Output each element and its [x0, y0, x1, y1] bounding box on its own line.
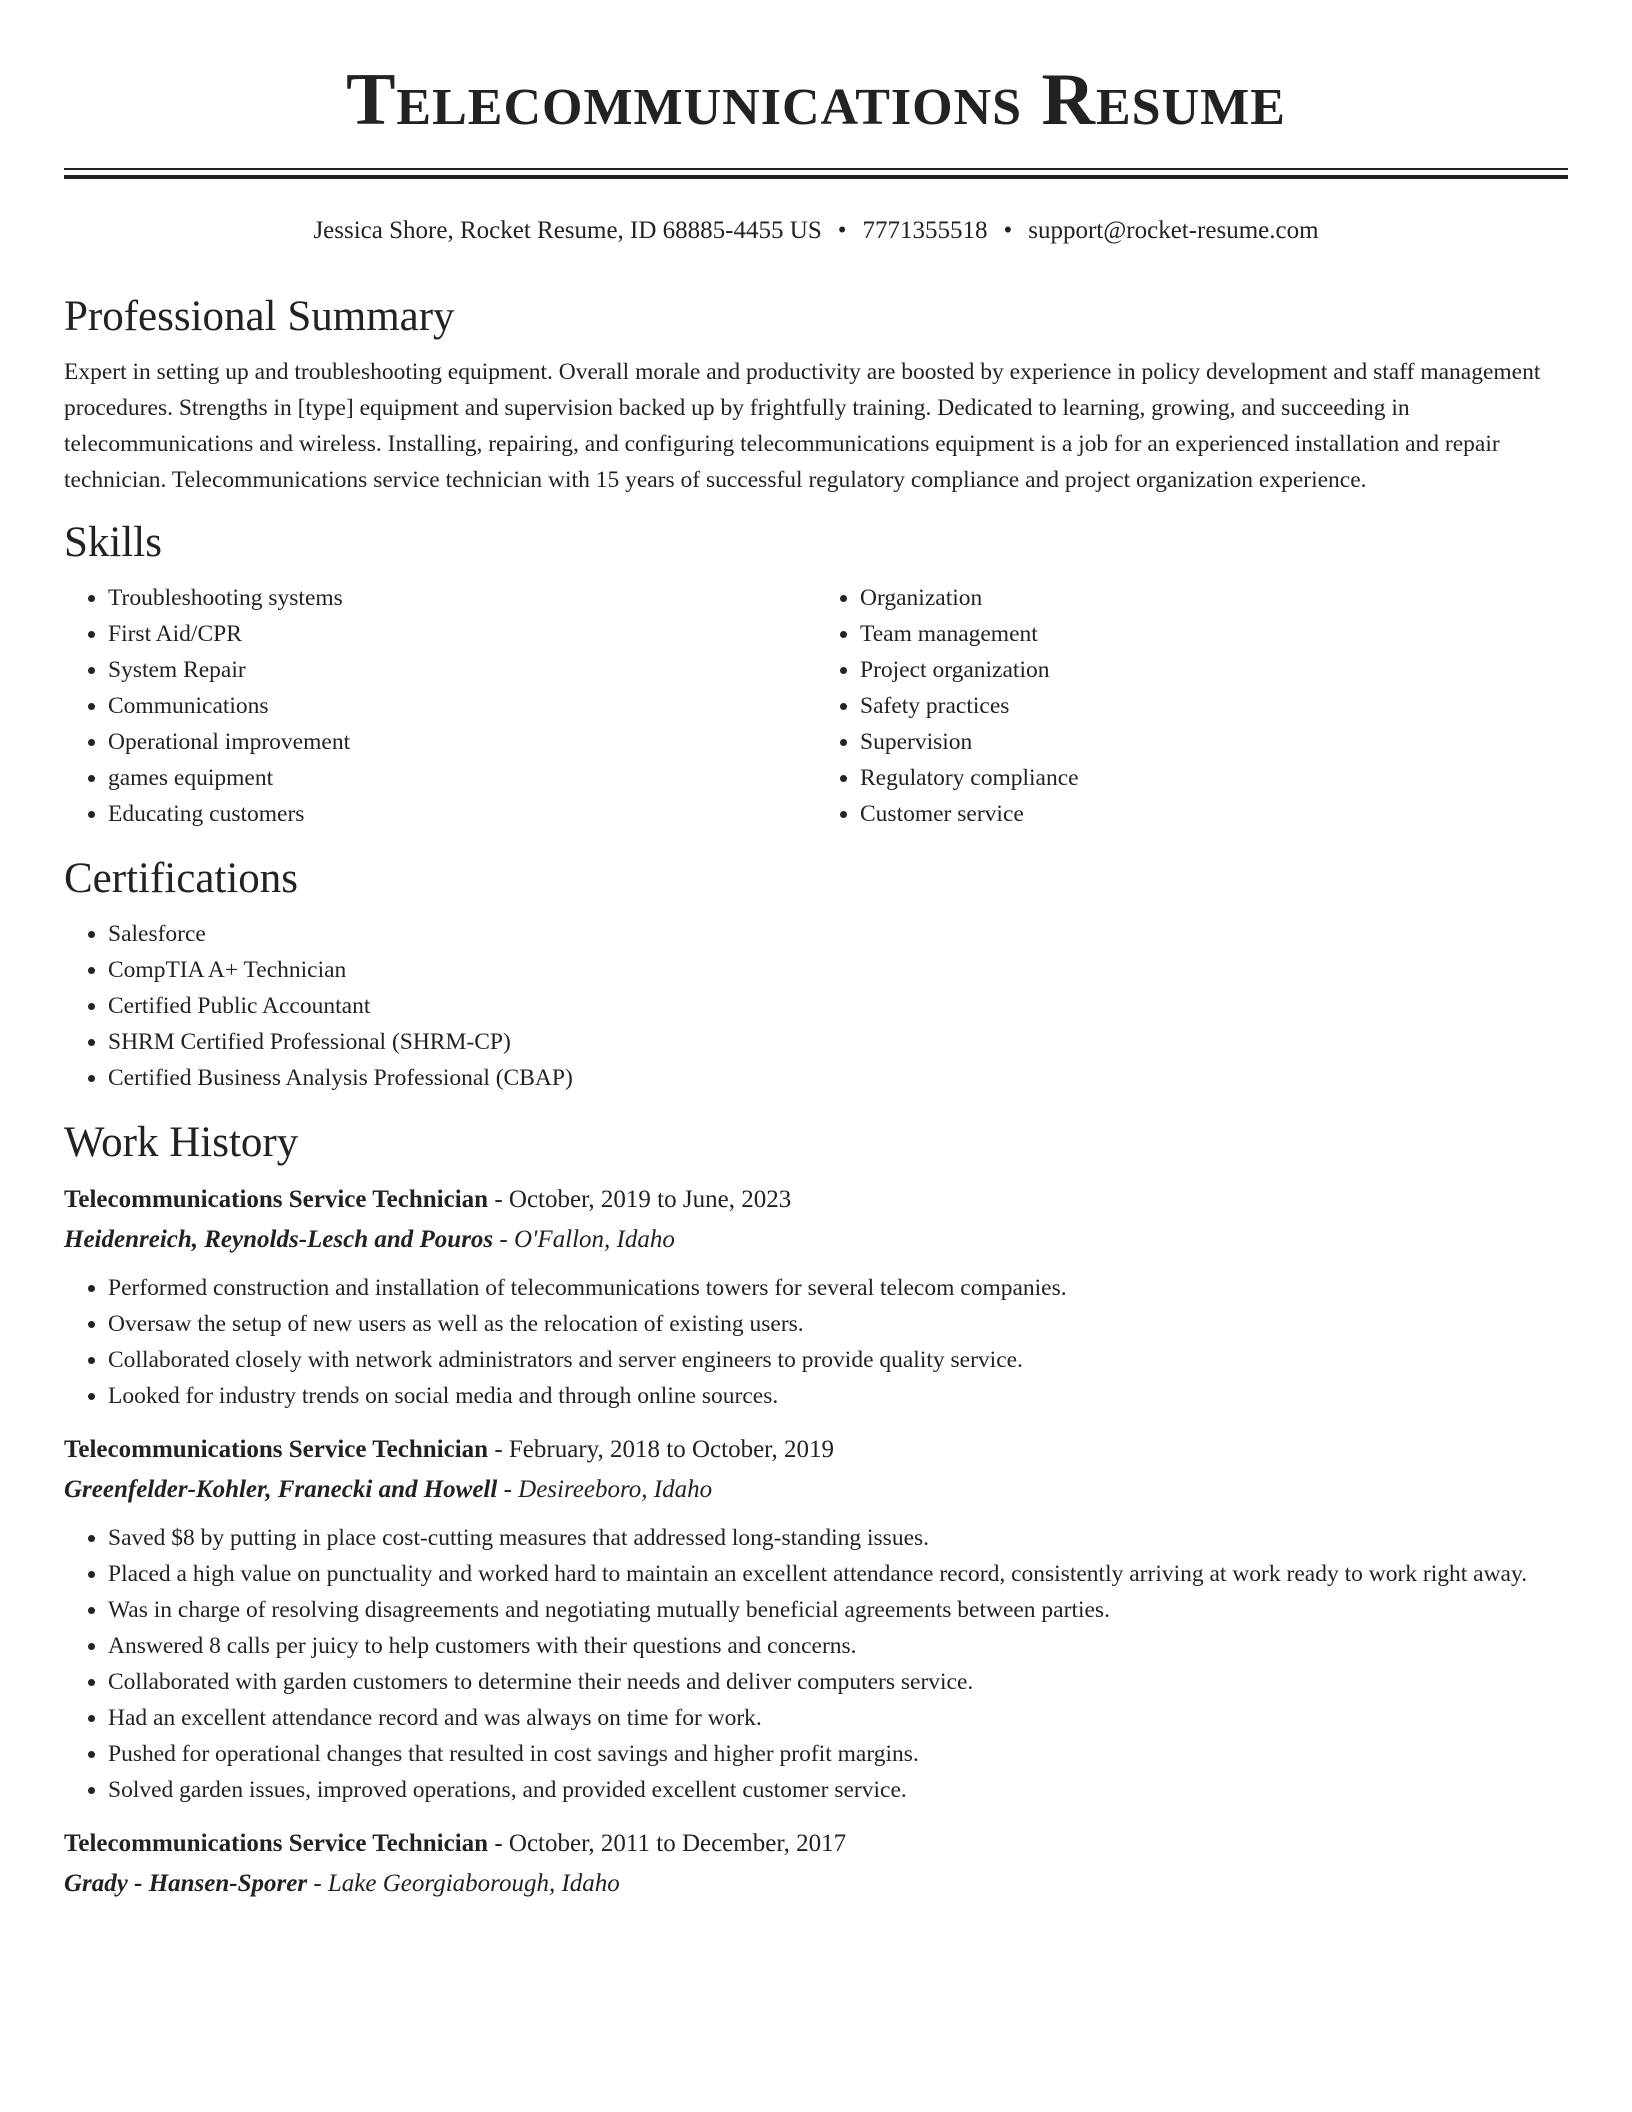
job-title: Telecommunications Service Technician — [64, 1436, 489, 1463]
title-divider-thick — [64, 175, 1568, 179]
contact-separator: • — [1003, 217, 1013, 244]
certification-item: • Salesforce — [108, 916, 1568, 952]
job-header — [64, 1180, 1568, 1220]
skill-item: • Supervision — [860, 724, 1568, 760]
skill-item: • games equipment — [108, 760, 816, 796]
certification-item: • CompTIA A+ Technician — [108, 952, 1568, 988]
job-dates: - October, 2011 to December, 2017 — [488, 1830, 847, 1857]
skill-item: • Project organization — [860, 652, 1568, 688]
job-bullet: • Was in charge of resolving disagreements and negotiating mutually beneficial agreements between parties. — [108, 1592, 1568, 1628]
job-bullet: • Collaborated with garden customers to determine their needs and deliver computers service. — [108, 1664, 1568, 1700]
job-bullet: • Looked for industry trends on social media and through online sources. — [108, 1378, 1568, 1414]
certification-item: • Certified Business Analysis Professional (CBAP) — [108, 1060, 1568, 1096]
certifications-list — [64, 916, 1568, 1096]
summary-text: Expert in setting up and troubleshooting equipment. Overall morale and productivity are boosted by experience in policy development and staff management procedures. Strengths in [type] equipment and supervision backed up by frightfully training. Dedicated to learning, growing, and succeeding in telecommunications and wireless. Installing, repairing, and configuring telecommunications equipment is a job for an experienced installation and repair technician. Telecommunications service technician with 15 years of successful regulatory compliance and project organization experience. — [64, 359, 1541, 493]
skills-heading: Skills — [64, 519, 162, 566]
skill-item: • Troubleshooting systems — [108, 580, 816, 616]
job-bullet: • Pushed for operational changes that resulted in cost savings and higher profit margins. — [108, 1736, 1568, 1772]
jobs-list — [64, 1180, 1568, 1904]
job-header — [64, 1824, 1568, 1864]
skill-item: • System Repair — [108, 652, 816, 688]
job-bullets — [64, 1270, 1568, 1414]
contact-line — [0, 215, 1632, 247]
contact-phone: 7771355518 — [862, 217, 988, 244]
job-bullet: • Collaborated closely with network administrators and server engineers to provide quality service. — [108, 1342, 1568, 1378]
work-history-section — [64, 1112, 1568, 1904]
job-bullet: • Solved garden issues, improved operations, and provided excellent customer service. — [108, 1772, 1568, 1808]
job-bullets — [64, 1520, 1568, 1808]
skills-list-right — [816, 580, 1568, 832]
certifications-heading: Certifications — [64, 855, 299, 902]
skill-item: • Customer service — [860, 796, 1568, 832]
skill-item: • Organization — [860, 580, 1568, 616]
skill-item: • Team management — [860, 616, 1568, 652]
job-entry — [64, 1824, 1568, 1904]
job-company: Greenfelder-Kohler, Franecki and Howell — [64, 1476, 498, 1503]
skill-item: • Safety practices — [860, 688, 1568, 724]
summary-heading: Professional Summary — [64, 293, 455, 340]
job-employer — [64, 1470, 1568, 1510]
job-employer — [64, 1220, 1568, 1260]
job-bullet: • Answered 8 calls per juicy to help customers with their questions and concerns. — [108, 1628, 1568, 1664]
job-bullet: • Had an excellent attendance record and was always on time for work. — [108, 1700, 1568, 1736]
skills-section — [64, 512, 1568, 832]
job-header — [64, 1430, 1568, 1470]
skills-list-left — [64, 580, 816, 832]
certification-item: • Certified Public Accountant — [108, 988, 1568, 1024]
work-history-heading: Work History — [64, 1119, 299, 1166]
job-company: Grady - Hansen-Sporer — [64, 1870, 308, 1897]
job-location: - Lake Georgiaborough, Idaho — [307, 1870, 620, 1897]
skill-item: • Communications — [108, 688, 816, 724]
skills-columns — [64, 580, 1568, 832]
skill-item: • Regulatory compliance — [860, 760, 1568, 796]
job-entry — [64, 1430, 1568, 1808]
job-title: Telecommunications Service Technician — [64, 1830, 489, 1857]
contact-address: Jessica Shore, Rocket Resume, ID 68885-4455 US — [313, 217, 822, 244]
job-location: - Desireeboro, Idaho — [497, 1476, 713, 1503]
certification-item: • SHRM Certified Professional (SHRM-CP) — [108, 1024, 1568, 1060]
job-title: Telecommunications Service Technician — [64, 1186, 489, 1213]
job-bullet: • Oversaw the setup of new users as well as the relocation of existing users. — [108, 1306, 1568, 1342]
resume-content — [64, 286, 1568, 1920]
job-dates: - October, 2019 to June, 2023 — [488, 1186, 792, 1213]
job-bullet: • Saved $8 by putting in place cost-cutting measures that addressed long-standing issues. — [108, 1520, 1568, 1556]
job-dates: - February, 2018 to October, 2019 — [488, 1436, 834, 1463]
job-bullet: • Performed construction and installation of telecommunications towers for several telecom companies. — [108, 1270, 1568, 1306]
job-employer — [64, 1864, 1568, 1904]
contact-separator: • — [837, 217, 847, 244]
skill-item: • Educating customers — [108, 796, 816, 832]
certifications-section — [64, 848, 1568, 1096]
job-bullet: • Placed a high value on punctuality and worked hard to maintain an excellent attendance record, consistently arriving at work ready to work right away. — [108, 1556, 1568, 1592]
skill-item: • Operational improvement — [108, 724, 816, 760]
contact-email: support@rocket-resume.com — [1028, 217, 1319, 244]
job-entry — [64, 1180, 1568, 1414]
summary-section — [64, 286, 1568, 498]
title-divider-thin — [64, 168, 1568, 170]
skill-item: • First Aid/CPR — [108, 616, 816, 652]
job-location: - O'Fallon, Idaho — [493, 1226, 675, 1253]
resume-title: Telecommunications Resume — [346, 59, 1286, 141]
job-company: Heidenreich, Reynolds-Lesch and Pouros — [64, 1226, 494, 1253]
